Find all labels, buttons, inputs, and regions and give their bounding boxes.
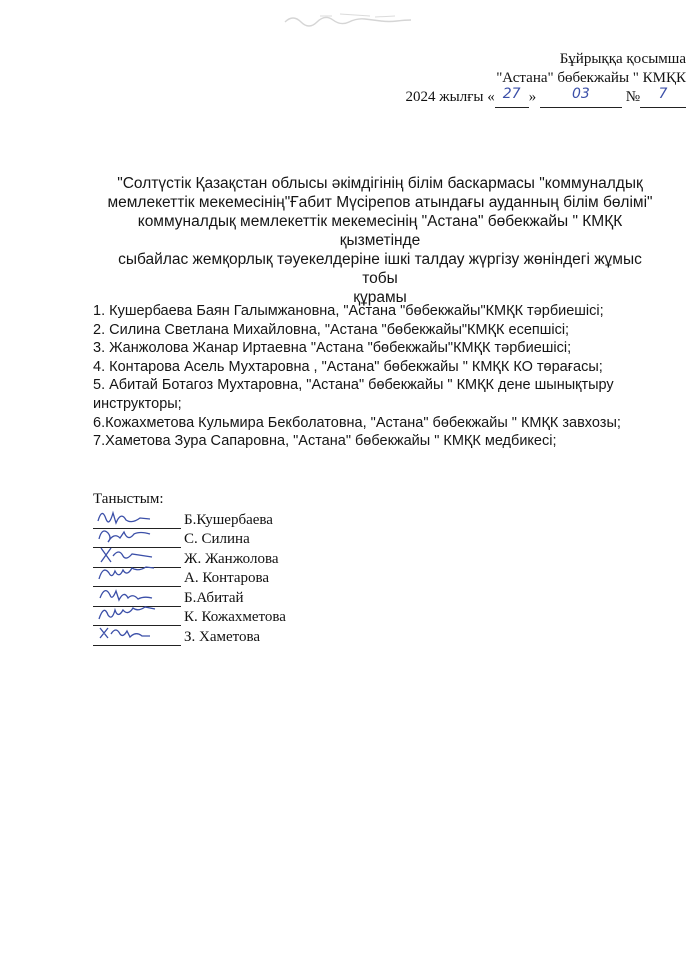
document-title xyxy=(100,174,660,307)
appendix-header xyxy=(406,50,686,108)
list-item: 7.Хаметова Зура Сапаровна, "Астана" бөбекжайы " КМҚК медбикесі; xyxy=(93,433,557,450)
member-list xyxy=(93,302,683,451)
month-field xyxy=(540,88,622,108)
quote-close: » xyxy=(528,89,537,105)
signature-name: К. Кожахметова xyxy=(184,609,286,625)
signature-line xyxy=(93,630,181,646)
quote-open: « xyxy=(487,89,495,105)
day-field xyxy=(495,88,529,108)
title-line-3: коммуналдық мемлекеттік мекемесінің "Астана" бөбекжайы " КМҚК қызметінде xyxy=(137,213,623,249)
signature-name: Ж. Жанжолова xyxy=(184,550,279,567)
signature-name: Б.Абитай xyxy=(184,589,244,606)
list-item: 1. Кушербаева Баян Галымжановна, "Астана "бөбекжайы"КМҚК тәрбиешісі; xyxy=(93,303,604,319)
faded-stamp-mark xyxy=(280,8,420,30)
date-prefix: 2024 жылғы xyxy=(405,89,484,105)
title-line-4: сыбайлас жемқорлық тәуекелдеріне ішкі талдау жүргізу жөніндегі жұмыс тобы xyxy=(118,251,642,287)
signature-name: А. Контарова xyxy=(184,570,270,586)
signature-name: З. Хаметова xyxy=(184,628,261,645)
list-item: 3. Жанжолова Жанар Иртаевна "Астана "бөбекжайы"КМҚК тәрбиешісі; xyxy=(93,340,572,357)
signature-list xyxy=(93,509,286,646)
title-line-1: "Солтүстік Қазақстан облысы әкімдігінің білім баскармасы "коммуналдық xyxy=(117,175,643,192)
list-item: 4. Контарова Асель Мухтаровна , "Астана" бөбекжайы " КМҚК КО төрағасы; xyxy=(93,358,603,375)
appendix-org: "Астана" бөбекжайы " КМҚК xyxy=(496,70,686,86)
title-line-5: құрамы xyxy=(353,289,407,306)
list-item: 5. Абитай Ботагоз Мухтаровна, "Астана" бөбекжайы " КМҚК дене шынықтыру xyxy=(93,377,614,394)
number-value: 7 xyxy=(658,86,668,102)
list-item: инструкторы; xyxy=(93,395,182,412)
appendix-date-row xyxy=(406,88,686,108)
list-item: 6.Кожахметова Кульмира Бекболатовна, "Астана" бөбекжайы " КМҚК завхозы; xyxy=(93,414,621,431)
signature-row xyxy=(93,626,286,646)
month-value: 03 xyxy=(572,86,590,102)
title-line-2: мемлекеттік мекемесінің"Ғабит Мүсірепов атындағы ауданның білім бөлімі" xyxy=(107,194,653,211)
day-value: 27 xyxy=(502,86,521,102)
number-prefix: № xyxy=(625,89,640,105)
number-field xyxy=(640,88,686,108)
appendix-label: Бұйрыққа қосымша xyxy=(559,51,686,67)
handwritten-signature xyxy=(95,622,165,644)
signature-name: С. Силина xyxy=(184,531,250,547)
signature-name: Б.Кушербаева xyxy=(184,511,273,528)
acknowledgement-label: Таныстым: xyxy=(93,491,164,507)
list-item: 2. Силина Светлана Михайловна, "Астана "бөбекжайы"КМҚК есепшісі; xyxy=(93,321,570,338)
